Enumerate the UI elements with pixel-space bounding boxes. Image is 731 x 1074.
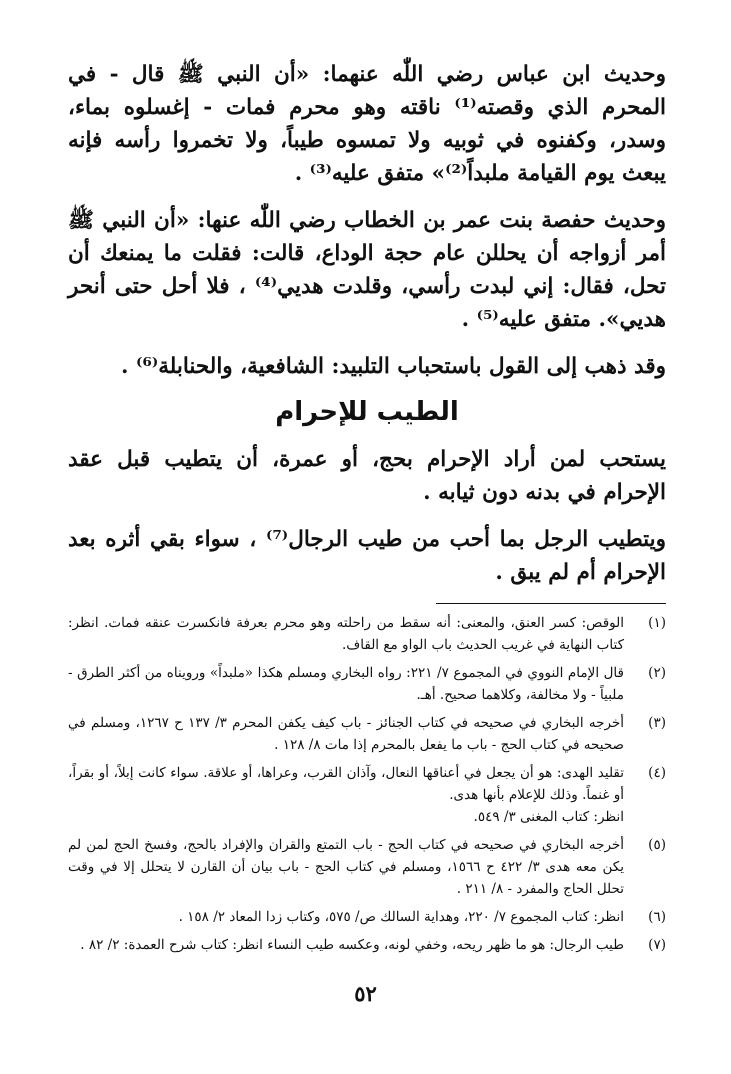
- footnotes: [68, 612, 666, 956]
- paragraph-ibn-abbas-hadith: وحديث ابن عباس رضي اللّٰه عنهما: «أن النبي ﷺ قال - في المحرم الذي وقصته⁽¹⁾ ناقته وهو محرم فمات - إغسلوه بماء، وسدر، وكفنوه في ثوبيه ولا تمسوه طيباً، ولا تخمروا رأسه فإنه يبعث يوم القيامة ملبداً⁽²⁾» متفق عليه⁽³⁾ .: [68, 62, 667, 186]
- footnote-7: [68, 934, 666, 956]
- footnote-reference: انظر: كتاب المغنى ٣/ ٥٤٩.: [473, 809, 624, 825]
- footnote-number: (٧): [648, 937, 666, 953]
- paragraph-talbid-opinion: وقد ذهب إلى القول باستحباب التلبيد: الشافعية، والحنابلة⁽⁶⁾ .: [121, 354, 666, 379]
- footnote-text: انظر: كتاب المجموع ٧/ ٢٢٠، وهداية السالك ص/ ٥٧٥، وكتاب زدا المعاد ٢/ ١٥٨ .: [178, 909, 624, 925]
- footnote-text: تقليد الهدى: هو أن يجعل في أعناقها النعال، وآذان القرب، وعراها، أو علاقة. سواء كانت إبلاً، أو بقراً، أو غنماً. وذلك للإعلام بأنها هدى.: [68, 765, 624, 803]
- main-text: [68, 58, 666, 589]
- footnote-text: أخرجه البخاري في صحيحه في كتاب الجنائز - باب كيف يكفن المحرم ٣/ ١٣٧ ح ١٢٦٧، ومسلم في صحيحه في كتاب الحج - باب ما يفعل بالمحرم إذا مات ٨/ ١٢٨ .: [68, 715, 624, 753]
- paragraph-men-perfume: ويتطيب الرجل بما أحب من طيب الرجال⁽⁷⁾ ، سواء بقي أثره بعد الإحرام أم لم يبق .: [68, 527, 667, 585]
- footnote-5: [68, 834, 666, 900]
- footnote-number: (٥): [648, 837, 666, 853]
- footnote-divider: [436, 603, 666, 604]
- footnote-6: [68, 906, 666, 928]
- footnote-text: طيب الرجال: هو ما ظهر ريحه، وخفي لونه، وعكسه طيب النساء انظر: كتاب شرح العمدة: ٢/ ٨٢ .: [80, 937, 624, 953]
- footnote-2: [68, 662, 666, 706]
- footnote-3: [68, 712, 666, 756]
- footnote-text: قال الإمام النووي في المجموع ٧/ ٢٢١: رواه البخاري ومسلم هكذا «ملبداً» ورويناه من أكثر الطرق - ملبياً - ولا مخالفة، وكلاهما صحيح. أهـ.: [68, 665, 624, 703]
- footnote-number: (٢): [648, 665, 666, 681]
- footnote-text: الوقص: كسر العنق، والمعنى: أنه سقط من راحلته وهو محرم بعرفة فانكسرت عنقه فمات. انظر: كتاب النهاية في غريب الحديث باب الواو مع القاف.: [68, 615, 624, 653]
- footnote-number: (٤): [648, 765, 666, 781]
- page-number: ٥٢: [354, 981, 377, 1006]
- footnote-4: [68, 762, 666, 828]
- section-title: الطيب للإحرام: [275, 397, 459, 427]
- paragraph-hafsa-hadith: وحديث حفصة بنت عمر بن الخطاب رضي اللّٰه عنها: «أن النبي ﷺ أمر أزواجه أن يحللن عام حجة الوداع، قالت: فقلت ما يمنعك أن تحل، فقال: إني لبدت رأسي، وقلدت هديي⁽⁴⁾ ، فلا أحل حتى أنحر هديي». متفق عليه⁽⁵⁾ .: [68, 208, 666, 332]
- paragraph-perfume-recommendation: يستحب لمن أراد الإحرام بحج، أو عمرة، أن يتطيب قبل عقد الإحرام في بدنه دون ثيابه .: [68, 447, 666, 505]
- footnote-number: (٣): [648, 715, 666, 731]
- footnote-1: [68, 612, 666, 656]
- footnote-number: (١): [648, 615, 666, 631]
- footnote-number: (٦): [648, 909, 666, 925]
- footnote-text: أخرجه البخاري في صحيحه في كتاب الحج - باب التمتع والقران والإفراد بالحج، وفسخ الحج لمن لم يكن معه هدى ٣/ ٤٢٢ ح ١٥٦٦، ومسلم في كتاب الحج - باب بيان أن القارن لا يتحلل إلا في وقت تحلل الحاج والمفرد - ٨/ ٢١١ .: [68, 837, 625, 897]
